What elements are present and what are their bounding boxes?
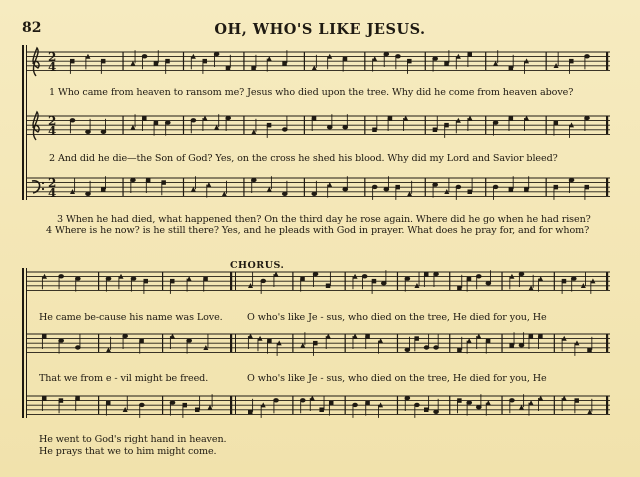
note-head <box>195 408 200 413</box>
barline <box>183 178 184 196</box>
chorus-line-3: He went to God's right hand in heaven. <box>39 434 227 445</box>
barline <box>304 178 305 196</box>
barline <box>243 178 244 196</box>
time-signature-3-top: 2 <box>48 176 57 190</box>
barline <box>425 178 426 196</box>
repeat-barline <box>230 272 232 290</box>
barline <box>292 334 293 352</box>
barline <box>162 334 163 352</box>
barline <box>364 178 365 196</box>
barline <box>122 178 123 196</box>
barline <box>122 116 123 134</box>
barline <box>364 52 365 70</box>
barline <box>98 396 99 414</box>
barline <box>485 116 486 134</box>
chorus-bracket <box>22 268 24 418</box>
barline <box>304 116 305 134</box>
barline <box>345 334 346 352</box>
verse-1: 1 Who came from heaven to ransom me? Jesus who died upon the tree. Why did he come from heaven above? <box>49 87 574 98</box>
note-head <box>251 66 256 71</box>
barline <box>345 396 346 414</box>
repeat-barline-thin <box>235 334 236 352</box>
barline <box>501 396 502 414</box>
chorus-line-1a: He came be-cause his name was Love. <box>39 312 223 323</box>
final-barline <box>606 178 608 196</box>
note-head <box>509 187 514 192</box>
repeat-barline <box>230 334 232 352</box>
note-head <box>433 128 438 133</box>
note-head <box>587 348 592 353</box>
final-barline <box>606 334 608 352</box>
chorus-line-2b: O who's like Je - sus, who died on the tree, He died for you, He <box>247 373 547 384</box>
barline <box>449 334 450 352</box>
final-barline <box>606 272 608 290</box>
barline <box>449 396 450 414</box>
barline <box>397 272 398 290</box>
note-head <box>248 410 253 415</box>
barline <box>122 52 123 70</box>
final-barline <box>606 396 608 414</box>
clef-3-dot <box>42 188 44 190</box>
barline <box>485 178 486 196</box>
barline <box>162 272 163 290</box>
time-signature-2-top: 2 <box>48 114 57 128</box>
barline <box>304 52 305 70</box>
chorus-line-4: He prays that we to him might come. <box>39 446 217 457</box>
repeat-barline-thin <box>235 396 236 414</box>
note-head <box>457 286 462 291</box>
barline <box>546 178 547 196</box>
note-head <box>524 187 529 192</box>
barline <box>546 116 547 134</box>
page-number: 82 <box>22 20 42 36</box>
barline <box>162 396 163 414</box>
barline <box>243 116 244 134</box>
note-head <box>372 128 377 133</box>
note-head <box>282 61 287 65</box>
clef-3-dot <box>42 182 44 184</box>
barline <box>425 52 426 70</box>
barline <box>183 116 184 134</box>
system-bracket <box>22 45 24 200</box>
note-head <box>509 66 514 71</box>
note-head <box>509 343 514 348</box>
hymn-title: OH, WHO'S LIKE JESUS. <box>214 21 426 38</box>
barline <box>501 334 502 352</box>
barline <box>243 52 244 70</box>
repeat-barline <box>230 396 232 414</box>
chorus-line-2a: That we from e - vil might be freed. <box>39 373 209 384</box>
verse-2: 2 And did he die—the Son of God? Yes, on the cross he shed his blood. Why did my Lord and Savior bleed? <box>49 153 558 164</box>
note-head <box>468 190 473 195</box>
note-head <box>424 408 429 413</box>
barline <box>397 396 398 414</box>
verse-3: 3 When he had died, what happened then? On the third day he rose again. Where did he go when he had risen? <box>57 214 591 225</box>
final-barline <box>606 52 608 70</box>
note-head <box>444 61 449 65</box>
barline <box>183 52 184 70</box>
barline <box>554 396 555 414</box>
system-line <box>26 45 27 200</box>
note-head <box>326 284 331 289</box>
barline <box>449 272 450 290</box>
barline <box>425 116 426 134</box>
time-signature-1-bottom: 4 <box>48 60 57 74</box>
final-barline <box>606 116 608 134</box>
barline <box>98 272 99 290</box>
repeat-barline-thin <box>235 272 236 290</box>
barline <box>485 52 486 70</box>
time-signature-3-bottom: 4 <box>48 186 57 200</box>
barline <box>397 334 398 352</box>
chorus-line-1b: O who's like Je - sus, who died on the tree, He died for you, He <box>247 312 547 323</box>
barline <box>554 334 555 352</box>
chorus-label: CHORUS. <box>230 260 285 271</box>
barline <box>546 52 547 70</box>
barline <box>345 272 346 290</box>
barline <box>364 116 365 134</box>
barline <box>98 334 99 352</box>
note-head <box>319 408 324 413</box>
time-signature-1-top: 2 <box>48 50 57 64</box>
time-signature-2-bottom: 4 <box>48 124 57 138</box>
verse-4: 4 Where is he now? is he still there? Yes, and he pleads with God in prayer. What does he pray for, and for whom? <box>46 225 590 236</box>
barline <box>554 272 555 290</box>
barline <box>501 272 502 290</box>
note-head <box>457 348 462 353</box>
note-head <box>101 187 106 192</box>
note-head <box>226 66 231 71</box>
note-head <box>154 61 159 65</box>
barline <box>292 396 293 414</box>
barline <box>292 272 293 290</box>
